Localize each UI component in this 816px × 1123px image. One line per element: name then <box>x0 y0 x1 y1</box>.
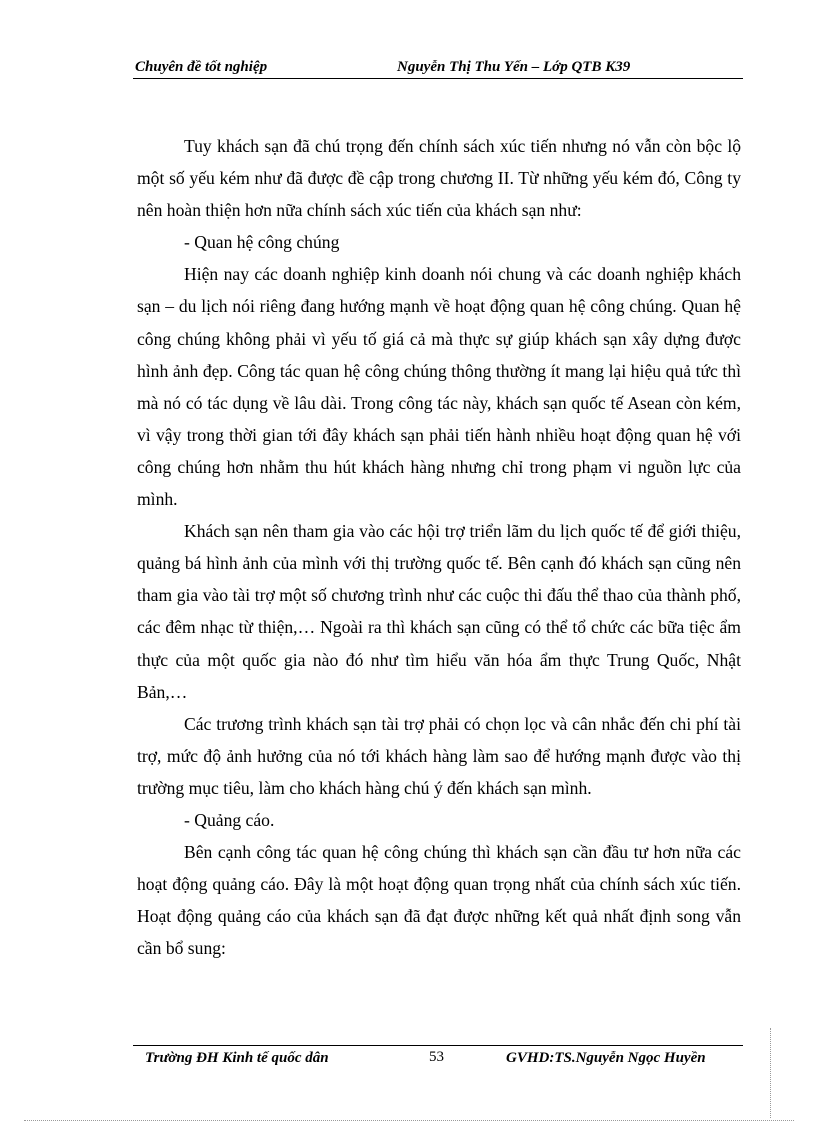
paragraph-exhibitions: Khách sạn nên tham gia vào các hội trợ triển lãm du lịch quốc tế để giới thiệu, quảng bá hình ảnh của mình với thị trường quốc tế. Bên cạnh đó khách sạn cũng nên tham gia vào tài trợ một số chương trình như các cuộc thi đấu thể thao của thành phố, các đêm nhạc từ thiện,… Ngoài ra thì khách sạn cũng có thể tổ chức các bữa tiệc ẩm thực của một quốc gia nào đó như tìm hiểu văn hóa ẩm thực Trung Quốc, Nhật Bản,… <box>137 521 741 702</box>
item-advertising: - Quảng cáo. <box>184 809 275 830</box>
paragraph-advertising: Bên cạnh công tác quan hệ công chúng thì khách sạn cần đầu tư hơn nữa các hoạt động quảng cáo. Đây là một hoạt động quan trọng nhất của chính sách xúc tiến. Hoạt động quảng cáo của khách sạn đã đạt được những kết quả nhất định song vẫn cần bổ sung: <box>137 842 741 959</box>
paragraph-sponsorship: Các trương trình khách sạn tài trợ phải có chọn lọc và cân nhắc đến chi phí tài trợ, mức độ ảnh hưởng của nó tới khách hàng làm sao để hướng mạnh được vào thị trường mục tiêu, làm cho khách hàng chú ý đến khách sạn mình. <box>137 713 741 798</box>
paragraph-intro: Tuy khách sạn đã chú trọng đến chính sách xúc tiến nhưng nó vẫn còn bộc lộ một số yếu kém như đã được đề cập trong chương II. Từ những yếu kém đó, Công ty nên hoàn thiện hơn nữa chính sách xúc tiến của khách sạn như: <box>137 136 741 221</box>
page-edge-divider <box>770 1028 771 1118</box>
paragraph-public-relations: Hiện nay các doanh nghiệp kinh doanh nói chung và các doanh nghiệp khách sạn – du lịch nói riêng đang hướng mạnh về hoạt động quan hệ công chúng. Quan hệ công chúng không phải vì yếu tố giá cả mà thực sự giúp khách sạn xây dựng được hình ảnh đẹp. Công tác quan hệ công chúng thông thường ít mang lại hiệu quả tức thì mà nó có tác dụng về lâu dài. Trong công tác này, khách sạn quốc tế Asean còn kém, vì vậy trong thời gian tới đây khách sạn phải tiến hành nhiều hoạt động quan hệ với công chúng hơn nhằm thu hút khách hàng nhưng chỉ trong phạm vi nguồn lực của mình. <box>137 264 741 510</box>
body-text <box>137 130 741 964</box>
item-public-relations: - Quan hệ công chúng <box>184 232 340 253</box>
header-title: Chuyên đề tốt nghiệp <box>135 59 268 75</box>
page-header <box>133 56 743 79</box>
footer-supervisor: GVHD:TS.Nguyễn Ngọc Huyền <box>506 1050 706 1066</box>
header-author: Nguyễn Thị Thu Yến – Lớp QTB K39 <box>397 59 631 75</box>
page-number: 53 <box>429 1049 444 1065</box>
footer-university: Trường ĐH Kinh tế quốc dân <box>145 1050 329 1066</box>
page-footer <box>133 1045 743 1072</box>
page-bottom-divider <box>24 1120 794 1121</box>
